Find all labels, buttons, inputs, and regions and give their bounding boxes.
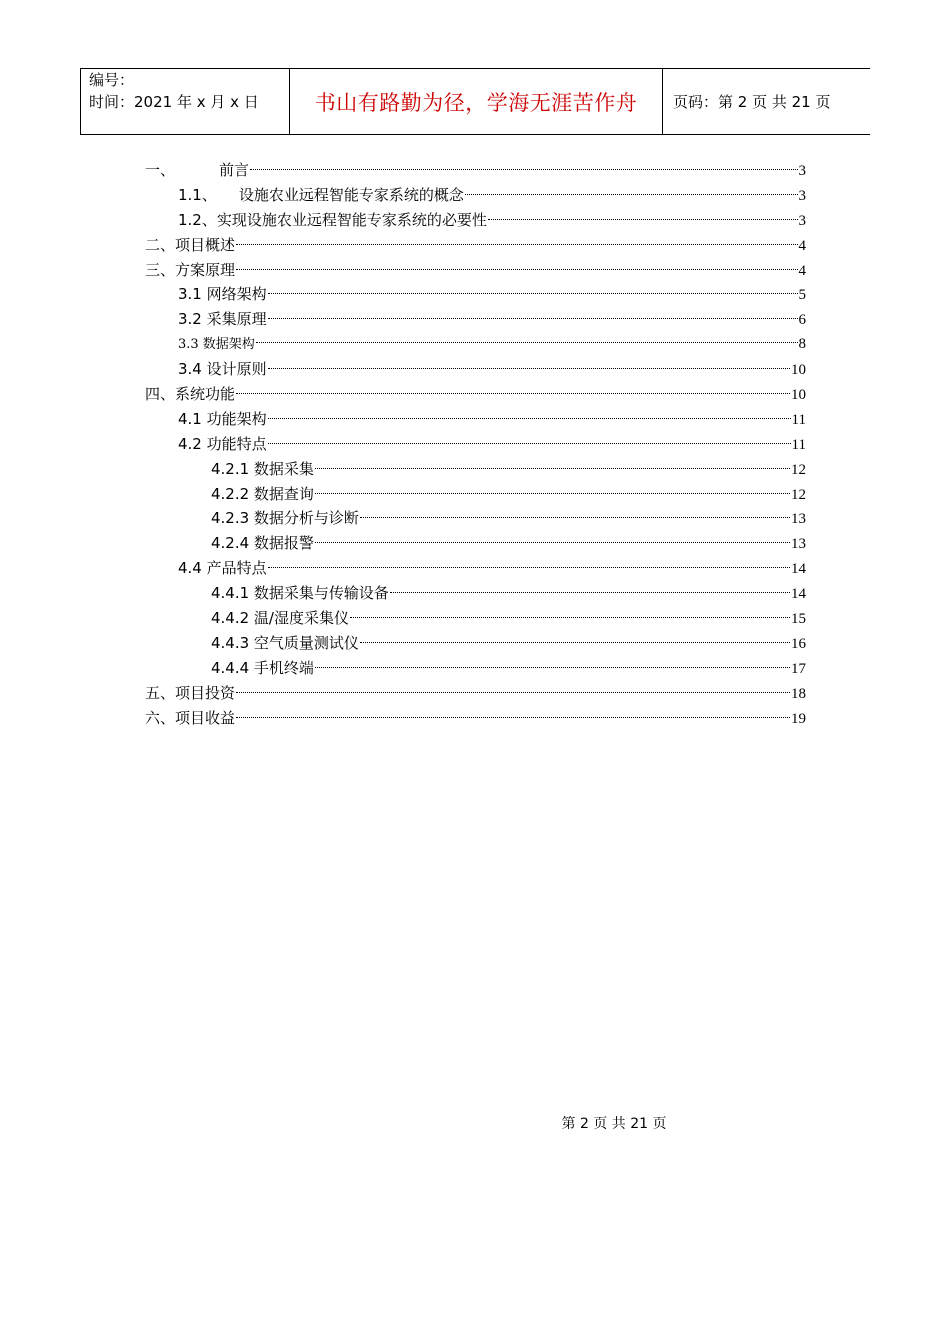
toc-leader-dots bbox=[315, 542, 790, 543]
toc-leader-dots bbox=[360, 642, 790, 643]
toc-page-number: 3 bbox=[798, 187, 806, 204]
toc-leader-dots bbox=[350, 617, 790, 618]
toc-page-number: 4 bbox=[798, 237, 806, 254]
toc-leader-dots bbox=[488, 219, 798, 220]
toc-entry[interactable] bbox=[145, 233, 806, 258]
toc-page-number: 12 bbox=[791, 461, 806, 478]
toc-page-number: 8 bbox=[798, 336, 806, 353]
toc-entry-title: 五、项目投资 bbox=[145, 683, 236, 702]
toc-entry[interactable] bbox=[145, 681, 806, 706]
page-footer: 第 2 页 共 21 页 bbox=[561, 1116, 667, 1132]
toc-entry[interactable] bbox=[145, 183, 806, 208]
toc-entry[interactable] bbox=[145, 432, 806, 457]
header-meta-cell bbox=[81, 69, 290, 135]
header-motto: 书山有路勤为径，学海无涯苦作舟 bbox=[290, 69, 663, 135]
toc-page-number: 14 bbox=[791, 586, 806, 603]
toc-entry[interactable] bbox=[145, 158, 806, 183]
toc-entry[interactable] bbox=[145, 631, 806, 656]
toc-entry-title: 4.2.4 数据报警 bbox=[211, 534, 314, 553]
toc-entry-title: 三、方案原理 bbox=[145, 260, 236, 279]
toc-entry-title: 4.4.2 温/湿度采集仪 bbox=[211, 609, 349, 628]
toc-leader-dots bbox=[268, 368, 790, 369]
toc-entry-title: 4.4.3 空气质量测试仪 bbox=[211, 633, 359, 652]
toc-page-number: 6 bbox=[798, 312, 806, 329]
toc-leader-dots bbox=[268, 567, 790, 568]
toc-leader-dots bbox=[236, 244, 797, 245]
toc-entry-title: 4.2 功能特点 bbox=[178, 434, 267, 453]
toc-page-number: 18 bbox=[791, 685, 806, 702]
toc-entry[interactable] bbox=[145, 407, 806, 432]
toc-entry-subtitle: 设施农业远程智能专家系统的概念 bbox=[238, 185, 464, 204]
toc-page-number: 19 bbox=[791, 710, 806, 727]
toc-page-number: 3 bbox=[798, 163, 806, 179]
toc-leader-dots bbox=[250, 169, 797, 170]
toc-entry-title: 4.4 产品特点 bbox=[178, 559, 267, 578]
toc-leader-dots bbox=[315, 667, 790, 668]
document-number-label: 编号： bbox=[89, 71, 135, 89]
toc-entry-title: 4.2.2 数据查询 bbox=[211, 484, 314, 503]
toc-entry-subtitle: 前言 bbox=[219, 161, 250, 179]
document-time-label: 时间：2021 年 x 月 x 日 bbox=[89, 93, 259, 111]
toc-leader-dots bbox=[256, 342, 798, 343]
toc-leader-dots bbox=[268, 443, 791, 444]
toc-leader-dots bbox=[268, 318, 798, 319]
toc-entry[interactable] bbox=[145, 482, 806, 507]
toc-leader-dots bbox=[236, 717, 790, 718]
toc-entry[interactable] bbox=[145, 706, 806, 731]
toc-entry-title: 六、项目收益 bbox=[145, 708, 236, 727]
toc-entry-title: 二、项目概述 bbox=[145, 235, 236, 254]
toc-entry[interactable] bbox=[145, 357, 806, 382]
toc-page-number: 13 bbox=[791, 536, 806, 553]
toc-entry-title: 4.4.4 手机终端 bbox=[211, 658, 314, 677]
toc-entry-title: 3.3 数据架构 bbox=[178, 337, 255, 353]
toc-page-number: 12 bbox=[791, 486, 806, 503]
toc-page-number: 11 bbox=[791, 436, 806, 453]
header-page-info: 页码：第 2 页 共 21 页 bbox=[663, 69, 871, 135]
toc-entry[interactable] bbox=[145, 457, 806, 482]
toc-page-number: 5 bbox=[798, 287, 806, 304]
toc-page-number: 10 bbox=[791, 362, 806, 379]
toc-leader-dots bbox=[236, 269, 797, 270]
toc-leader-dots bbox=[465, 194, 798, 195]
toc-entry[interactable] bbox=[145, 606, 806, 631]
toc-leader-dots bbox=[268, 293, 798, 294]
toc-leader-dots bbox=[315, 468, 790, 469]
toc-page-number: 10 bbox=[791, 387, 806, 404]
toc-entry-title: 1.2、实现设施农业远程智能专家系统的必要性 bbox=[178, 210, 487, 229]
toc-entry[interactable] bbox=[145, 656, 806, 681]
toc-page-number: 13 bbox=[791, 511, 806, 528]
header-table bbox=[80, 68, 870, 135]
toc-entry-title: 3.1 网络架构 bbox=[178, 285, 267, 304]
toc-page-number: 14 bbox=[791, 561, 806, 578]
toc-entry-title: 3.4 设计原则 bbox=[178, 360, 267, 379]
toc-page-number: 11 bbox=[791, 411, 806, 428]
toc-entry[interactable] bbox=[145, 282, 806, 307]
toc-leader-dots bbox=[315, 493, 790, 494]
toc-entry[interactable] bbox=[145, 531, 806, 556]
toc-entry[interactable] bbox=[145, 382, 806, 407]
toc-leader-dots bbox=[268, 418, 791, 419]
toc-entry[interactable] bbox=[145, 332, 806, 357]
toc-page-number: 17 bbox=[791, 660, 806, 677]
toc-entry-title: 4.2.3 数据分析与诊断 bbox=[211, 509, 359, 528]
toc-leader-dots bbox=[236, 692, 790, 693]
toc-page-number: 3 bbox=[798, 212, 806, 229]
toc-page-number: 15 bbox=[791, 611, 806, 628]
toc-entry-title: 四、系统功能 bbox=[145, 385, 236, 404]
table-of-contents bbox=[145, 158, 806, 730]
toc-entry[interactable] bbox=[145, 581, 806, 606]
toc-page-number: 4 bbox=[798, 262, 806, 279]
toc-leader-dots bbox=[390, 592, 790, 593]
toc-entry-title: 3.2 采集原理 bbox=[178, 310, 267, 329]
toc-entry[interactable] bbox=[145, 208, 806, 233]
toc-page-number: 16 bbox=[791, 635, 806, 652]
toc-entry-title: 4.4.1 数据采集与传输设备 bbox=[211, 584, 389, 603]
toc-entry-title: 4.1 功能架构 bbox=[178, 409, 267, 428]
toc-entry-title: 1.1、 bbox=[178, 185, 217, 204]
toc-entry[interactable] bbox=[145, 258, 806, 283]
toc-entry[interactable] bbox=[145, 307, 806, 332]
toc-leader-dots bbox=[236, 393, 790, 394]
toc-entry[interactable] bbox=[145, 506, 806, 531]
toc-entry-title: 4.2.1 数据采集 bbox=[211, 459, 314, 478]
toc-entry[interactable] bbox=[145, 556, 806, 581]
toc-leader-dots bbox=[360, 517, 790, 518]
toc-entry-title: 一、 bbox=[145, 161, 176, 179]
